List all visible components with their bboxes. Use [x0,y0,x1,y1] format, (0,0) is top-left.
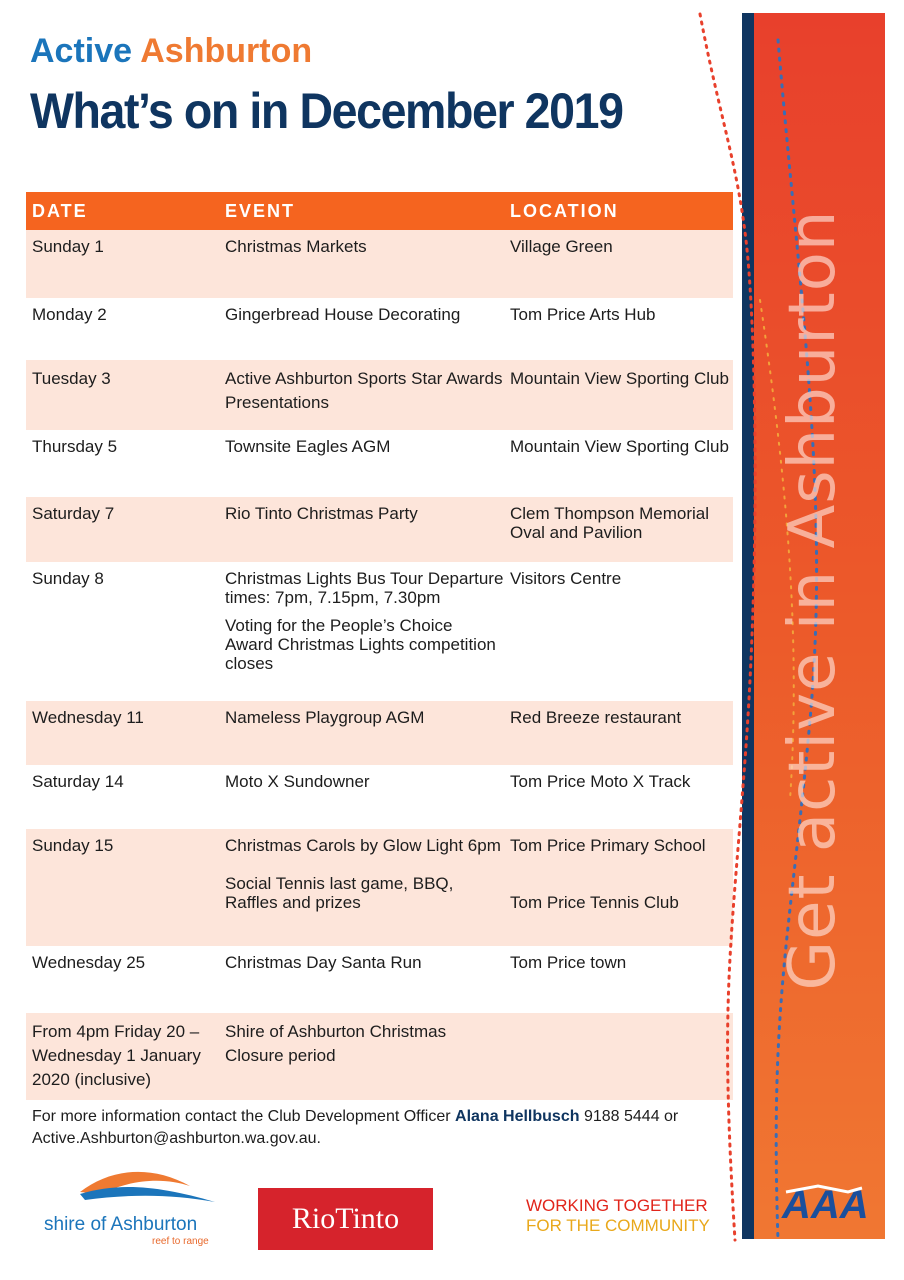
row-location: Tom Price Moto X Track [510,772,691,791]
row-date: From 4pm Friday 20 – Wednesday 1 January 2020 (inclusive) [32,1022,201,1089]
column-header-event: EVENT [225,200,296,221]
shire-name: shire of Ashburton [44,1214,198,1235]
table-row [26,701,733,765]
row-date: Wednesday 11 [32,708,144,727]
contact-phone: 9188 5444 or [583,1108,679,1125]
row-event: Shire of Ashburton Christmas Closure period [225,1022,447,1065]
row-location: Village Green [510,237,613,256]
aaa-logo-text: AAA [782,1183,868,1224]
page-title: What’s on in December 2019 [30,83,623,139]
brand-word-ashburton: Ashburton [140,32,313,70]
table-row [26,230,733,298]
row-location: Visitors Centre [510,569,622,588]
row-date: Tuesday 3 [32,369,111,388]
table-row [26,946,733,1013]
column-header-location: LOCATION [510,200,619,221]
table-row [26,298,733,360]
row-date: Monday 2 [32,305,107,324]
row-event-secondary: Voting for the People’s Choice Award Christmas Lights competition closes [225,616,496,673]
row-event: Moto X Sundowner [225,772,370,791]
row-event: Rio Tinto Christmas Party [225,504,418,523]
row-location: Tom Price Arts Hub [510,305,656,324]
aaa-logo-icon [778,1178,868,1224]
row-event: Townsite Eagles AGM [225,437,391,456]
sidebar-navy-strip [742,13,754,1239]
row-event-secondary: Social Tennis last game, BBQ, Raffles and prizes [225,874,454,912]
working-together-slogan [526,1196,710,1236]
column-header-date: DATE [32,200,88,221]
table-row [26,829,733,946]
row-location: Mountain View Sporting Club [510,369,729,388]
row-event-cell [219,836,504,946]
row-date: Wednesday 25 [32,953,146,972]
contact-name: Alana Hellbusch [455,1108,580,1125]
row-event: Gingerbread House Decorating [225,305,461,324]
row-date: Saturday 14 [32,772,124,791]
row-event: Nameless Playgroup AGM [225,708,425,727]
row-date: Sunday 15 [32,836,114,855]
row-date: Saturday 7 [32,504,115,523]
shire-logo-waves-icon [40,1164,230,1214]
contact-intro: For more information contact the Club Development Officer [32,1108,451,1125]
row-location: Tom Price Primary School [510,836,706,855]
row-event: Active Ashburton Sports Star Awards Presentations [225,369,503,412]
events-table [26,192,733,1100]
table-row [26,360,733,430]
rio-tinto-logo: RioTinto [258,1188,433,1250]
table-row [26,765,733,829]
row-location: Red Breeze restaurant [510,708,682,727]
row-location-secondary: Tom Price Tennis Club [510,893,679,912]
contact-info [32,1106,732,1150]
row-event: Christmas Carols by Glow Light 6pm [225,836,501,855]
row-date: Sunday 8 [32,569,104,588]
table-row [26,1013,733,1100]
table-header [26,192,733,230]
row-date: Thursday 5 [32,437,118,456]
contact-email[interactable]: Active.Ashburton@ashburton.wa.gov.au. [32,1130,321,1147]
row-location: Tom Price town [510,953,627,972]
brand-word-active: Active [30,32,133,70]
table-row [26,562,733,701]
row-event-cell [219,569,504,701]
row-location: Clem Thompson Memorial Oval and Pavilion [510,504,710,542]
brand-heading [30,34,312,68]
row-location-cell [504,836,733,946]
working-line-1: WORKING TOGETHER [526,1196,708,1215]
row-date: Sunday 1 [32,237,104,256]
row-location [504,1020,733,1100]
row-event: Christmas Markets [225,237,367,256]
sidebar-slogan: Get active in Ashburton [776,209,850,991]
aaa-logo [778,1178,868,1224]
table-row [26,430,733,497]
table-row [26,497,733,562]
row-event: Christmas Lights Bus Tour Departure times: 7pm, 7.15pm, 7.30pm [225,569,504,607]
shire-tagline: reef to range [152,1236,209,1247]
row-event: Christmas Day Santa Run [225,953,422,972]
row-location: Mountain View Sporting Club [510,437,729,456]
shire-logo [40,1164,230,1254]
working-line-2: FOR THE COMMUNITY [526,1216,710,1235]
